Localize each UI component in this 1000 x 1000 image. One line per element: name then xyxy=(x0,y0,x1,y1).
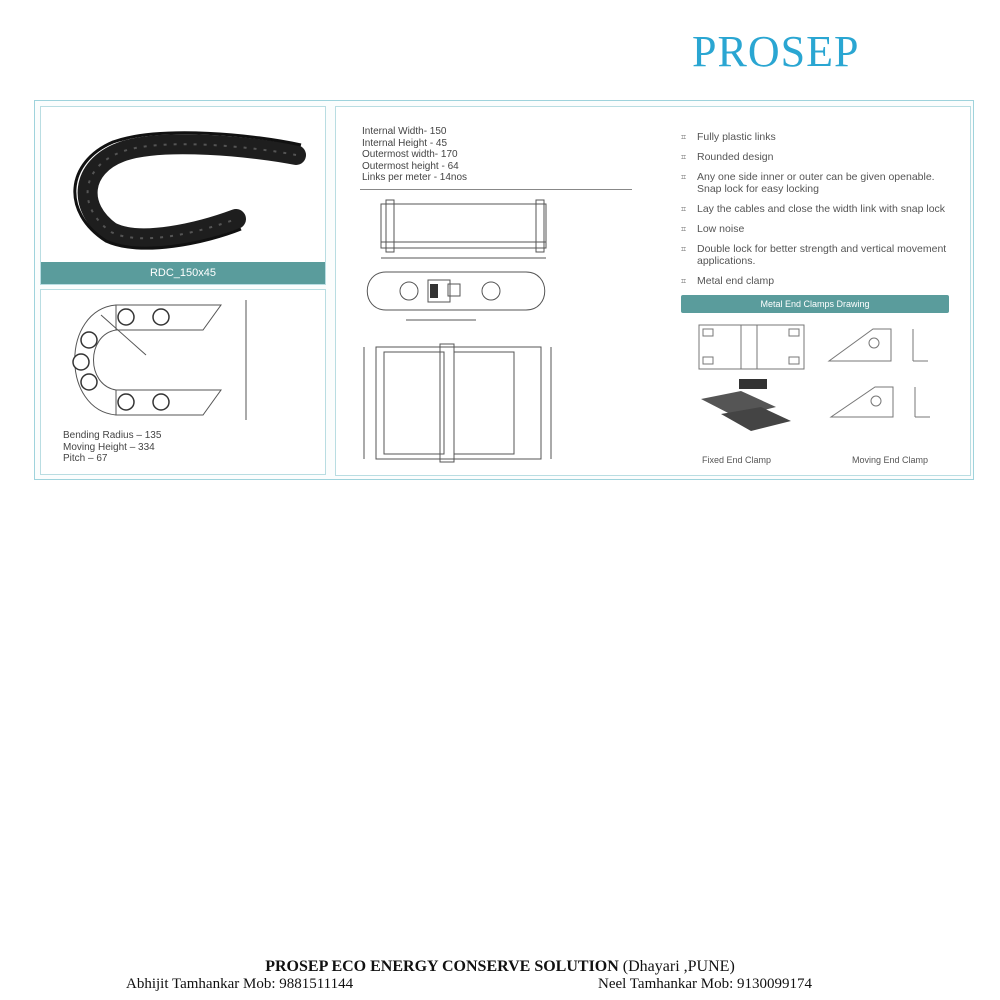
feature-item: ⌗ Rounded design xyxy=(681,151,774,163)
bending-radius: Bending Radius – 135 xyxy=(63,430,162,441)
fixed-clamp-label: Fixed End Clamp xyxy=(702,455,772,465)
feature-item: ⌗ Any one side inner or outer can be given openable. Snap lock for easy locking xyxy=(681,171,935,195)
specification-panel xyxy=(335,106,971,476)
feature-item: ⌗ Lay the cables and close the width link with snap lock xyxy=(681,203,946,215)
links-per-meter: Links per meter - 14nos xyxy=(362,172,468,183)
end-clamp-drawings xyxy=(681,319,961,454)
bullet-icon: ⌗ xyxy=(681,224,687,234)
outermost-width: Outermost width- 170 xyxy=(362,149,458,160)
features-list xyxy=(681,131,956,295)
feature-item: ⌗ Metal end clamp xyxy=(681,275,775,287)
contact-abhijit: Abhijit Tamhankar Mob: 9881511144 xyxy=(126,976,354,992)
internal-height: Internal Height - 45 xyxy=(362,137,448,149)
bending-specs xyxy=(63,430,161,465)
bullet-icon: ⌗ xyxy=(681,244,687,254)
moving-clamp-label: Moving End Clamp xyxy=(852,455,929,465)
outermost-height: Outermost height - 64 xyxy=(362,160,459,172)
moving-height: Moving Height – 334 xyxy=(63,441,155,453)
cable-chain-photo xyxy=(41,107,325,262)
feature-item: ⌗ Low noise xyxy=(681,223,745,235)
product-sheet xyxy=(34,100,974,480)
fixed-clamp-photo xyxy=(701,379,791,431)
bullet-icon: ⌗ xyxy=(681,276,687,286)
product-caption: RDC_150x45 xyxy=(41,262,325,284)
bullet-icon: ⌗ xyxy=(681,152,687,162)
brand-logo: PROSEP xyxy=(692,27,860,76)
clamp-drawing-bar: Metal End Clamps Drawing xyxy=(681,295,949,313)
feature-item: ⌗ Fully plastic links xyxy=(681,131,776,143)
bending-drawing-panel xyxy=(40,289,326,475)
contact-neel: Neel Tamhankar Mob: 9130099174 xyxy=(598,976,813,992)
footer-company-line xyxy=(0,958,1000,976)
dimension-specs xyxy=(362,126,467,184)
bullet-icon: ⌗ xyxy=(681,132,687,142)
feature-item: ⌗ Double lock for better strength and vertical movement applications. xyxy=(681,243,947,267)
technical-drawings xyxy=(336,192,636,472)
product-photo-panel xyxy=(40,106,326,285)
bullet-icon: ⌗ xyxy=(681,172,687,182)
bending-radius-drawing xyxy=(41,290,325,430)
internal-width: Internal Width- 150 xyxy=(362,126,447,137)
company-name: PROSEP ECO ENERGY CONSERVE SOLUTION xyxy=(265,958,619,975)
pitch: Pitch – 67 xyxy=(63,453,108,464)
divider xyxy=(360,189,632,190)
bullet-icon: ⌗ xyxy=(681,204,687,214)
company-location: (Dhayari ,PUNE) xyxy=(618,958,735,975)
